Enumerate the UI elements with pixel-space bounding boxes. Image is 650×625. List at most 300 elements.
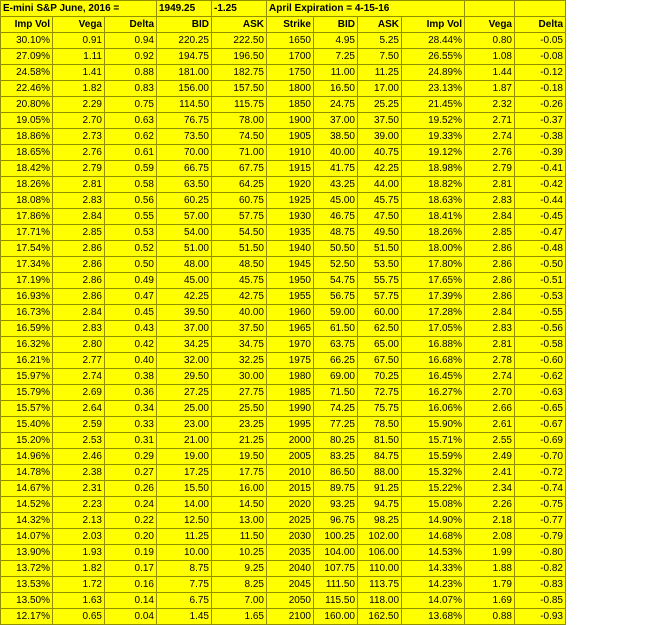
- call-delta-cell[interactable]: 0.40: [105, 353, 157, 369]
- put-imp-vol-cell[interactable]: 18.63%: [402, 193, 465, 209]
- call-bid-cell[interactable]: 7.75: [157, 577, 212, 593]
- put-delta-cell[interactable]: -0.44: [515, 193, 566, 209]
- put-delta-cell[interactable]: -0.67: [515, 417, 566, 433]
- empty-cell[interactable]: [515, 1, 566, 17]
- put-bid-cell[interactable]: 107.75: [314, 561, 358, 577]
- call-ask-cell[interactable]: 23.25: [212, 417, 267, 433]
- header-call-vega[interactable]: Vega: [53, 17, 105, 33]
- call-bid-cell[interactable]: 42.25: [157, 289, 212, 305]
- put-imp-vol-cell[interactable]: 14.53%: [402, 545, 465, 561]
- header-put-imp-vol[interactable]: Imp Vol: [402, 17, 465, 33]
- call-bid-cell[interactable]: 57.00: [157, 209, 212, 225]
- call-ask-cell[interactable]: 60.75: [212, 193, 267, 209]
- put-vega-cell[interactable]: 2.84: [465, 209, 515, 225]
- call-ask-cell[interactable]: 67.75: [212, 161, 267, 177]
- put-imp-vol-cell[interactable]: 17.80%: [402, 257, 465, 273]
- call-imp-vol-cell[interactable]: 13.53%: [1, 577, 53, 593]
- put-ask-cell[interactable]: 70.25: [358, 369, 402, 385]
- put-delta-cell[interactable]: -0.60: [515, 353, 566, 369]
- put-delta-cell[interactable]: -0.79: [515, 529, 566, 545]
- put-vega-cell[interactable]: 2.49: [465, 449, 515, 465]
- put-imp-vol-cell[interactable]: 14.68%: [402, 529, 465, 545]
- call-bid-cell[interactable]: 14.00: [157, 497, 212, 513]
- call-delta-cell[interactable]: 0.88: [105, 65, 157, 81]
- put-ask-cell[interactable]: 162.50: [358, 609, 402, 625]
- put-vega-cell[interactable]: 2.86: [465, 241, 515, 257]
- put-vega-cell[interactable]: 1.88: [465, 561, 515, 577]
- call-vega-cell[interactable]: 1.93: [53, 545, 105, 561]
- put-delta-cell[interactable]: -0.85: [515, 593, 566, 609]
- put-delta-cell[interactable]: -0.62: [515, 369, 566, 385]
- call-bid-cell[interactable]: 21.00: [157, 433, 212, 449]
- put-ask-cell[interactable]: 42.25: [358, 161, 402, 177]
- put-ask-cell[interactable]: 65.00: [358, 337, 402, 353]
- call-ask-cell[interactable]: 25.50: [212, 401, 267, 417]
- put-bid-cell[interactable]: 56.75: [314, 289, 358, 305]
- put-ask-cell[interactable]: 75.75: [358, 401, 402, 417]
- call-imp-vol-cell[interactable]: 15.79%: [1, 385, 53, 401]
- contract-title-cell[interactable]: E-mini S&P June, 2016 =: [1, 1, 157, 17]
- call-ask-cell[interactable]: 32.25: [212, 353, 267, 369]
- put-delta-cell[interactable]: -0.75: [515, 497, 566, 513]
- put-ask-cell[interactable]: 40.75: [358, 145, 402, 161]
- put-imp-vol-cell[interactable]: 16.68%: [402, 353, 465, 369]
- call-bid-cell[interactable]: 220.25: [157, 33, 212, 49]
- call-imp-vol-cell[interactable]: 15.97%: [1, 369, 53, 385]
- call-ask-cell[interactable]: 8.25: [212, 577, 267, 593]
- call-imp-vol-cell[interactable]: 16.59%: [1, 321, 53, 337]
- header-call-delta[interactable]: Delta: [105, 17, 157, 33]
- call-vega-cell[interactable]: 1.82: [53, 81, 105, 97]
- call-imp-vol-cell[interactable]: 13.72%: [1, 561, 53, 577]
- call-delta-cell[interactable]: 0.94: [105, 33, 157, 49]
- put-delta-cell[interactable]: -0.37: [515, 113, 566, 129]
- call-vega-cell[interactable]: 1.11: [53, 49, 105, 65]
- call-vega-cell[interactable]: 2.86: [53, 241, 105, 257]
- put-imp-vol-cell[interactable]: 24.89%: [402, 65, 465, 81]
- strike-cell[interactable]: 1940: [267, 241, 314, 257]
- call-delta-cell[interactable]: 0.22: [105, 513, 157, 529]
- put-delta-cell[interactable]: -0.42: [515, 177, 566, 193]
- put-bid-cell[interactable]: 45.00: [314, 193, 358, 209]
- put-delta-cell[interactable]: -0.93: [515, 609, 566, 625]
- call-imp-vol-cell[interactable]: 19.05%: [1, 113, 53, 129]
- call-bid-cell[interactable]: 156.00: [157, 81, 212, 97]
- strike-cell[interactable]: 2020: [267, 497, 314, 513]
- put-imp-vol-cell[interactable]: 18.82%: [402, 177, 465, 193]
- put-imp-vol-cell[interactable]: 15.22%: [402, 481, 465, 497]
- futures-price-cell[interactable]: 1949.25: [157, 1, 212, 17]
- put-ask-cell[interactable]: 113.75: [358, 577, 402, 593]
- put-delta-cell[interactable]: -0.18: [515, 81, 566, 97]
- call-vega-cell[interactable]: 1.63: [53, 593, 105, 609]
- call-bid-cell[interactable]: 17.25: [157, 465, 212, 481]
- call-bid-cell[interactable]: 34.25: [157, 337, 212, 353]
- strike-cell[interactable]: 2000: [267, 433, 314, 449]
- call-vega-cell[interactable]: 2.85: [53, 225, 105, 241]
- put-delta-cell[interactable]: -0.38: [515, 129, 566, 145]
- put-delta-cell[interactable]: -0.58: [515, 337, 566, 353]
- strike-cell[interactable]: 2100: [267, 609, 314, 625]
- put-vega-cell[interactable]: 2.81: [465, 337, 515, 353]
- call-ask-cell[interactable]: 37.50: [212, 321, 267, 337]
- strike-cell[interactable]: 1920: [267, 177, 314, 193]
- put-vega-cell[interactable]: 2.83: [465, 193, 515, 209]
- strike-cell[interactable]: 2010: [267, 465, 314, 481]
- strike-cell[interactable]: 2040: [267, 561, 314, 577]
- call-vega-cell[interactable]: 2.31: [53, 481, 105, 497]
- put-bid-cell[interactable]: 71.50: [314, 385, 358, 401]
- call-delta-cell[interactable]: 0.26: [105, 481, 157, 497]
- put-bid-cell[interactable]: 89.75: [314, 481, 358, 497]
- call-vega-cell[interactable]: 2.83: [53, 193, 105, 209]
- call-vega-cell[interactable]: 2.86: [53, 289, 105, 305]
- call-imp-vol-cell[interactable]: 16.73%: [1, 305, 53, 321]
- call-imp-vol-cell[interactable]: 17.86%: [1, 209, 53, 225]
- strike-cell[interactable]: 1990: [267, 401, 314, 417]
- put-vega-cell[interactable]: 2.81: [465, 177, 515, 193]
- call-vega-cell[interactable]: 2.86: [53, 273, 105, 289]
- strike-cell[interactable]: 1910: [267, 145, 314, 161]
- call-bid-cell[interactable]: 23.00: [157, 417, 212, 433]
- call-vega-cell[interactable]: 2.53: [53, 433, 105, 449]
- call-bid-cell[interactable]: 51.00: [157, 241, 212, 257]
- call-delta-cell[interactable]: 0.29: [105, 449, 157, 465]
- call-delta-cell[interactable]: 0.53: [105, 225, 157, 241]
- strike-cell[interactable]: 1975: [267, 353, 314, 369]
- call-bid-cell[interactable]: 48.00: [157, 257, 212, 273]
- put-imp-vol-cell[interactable]: 19.12%: [402, 145, 465, 161]
- call-vega-cell[interactable]: 2.84: [53, 305, 105, 321]
- call-vega-cell[interactable]: 2.83: [53, 321, 105, 337]
- put-bid-cell[interactable]: 160.00: [314, 609, 358, 625]
- put-delta-cell[interactable]: -0.48: [515, 241, 566, 257]
- price-change-cell[interactable]: -1.25: [212, 1, 267, 17]
- put-imp-vol-cell[interactable]: 23.13%: [402, 81, 465, 97]
- put-ask-cell[interactable]: 106.00: [358, 545, 402, 561]
- put-ask-cell[interactable]: 39.00: [358, 129, 402, 145]
- put-bid-cell[interactable]: 40.00: [314, 145, 358, 161]
- put-ask-cell[interactable]: 67.50: [358, 353, 402, 369]
- header-call-imp-vol[interactable]: Imp Vol: [1, 17, 53, 33]
- call-bid-cell[interactable]: 27.25: [157, 385, 212, 401]
- put-vega-cell[interactable]: 2.08: [465, 529, 515, 545]
- call-bid-cell[interactable]: 6.75: [157, 593, 212, 609]
- put-imp-vol-cell[interactable]: 21.45%: [402, 97, 465, 113]
- strike-cell[interactable]: 2025: [267, 513, 314, 529]
- put-imp-vol-cell[interactable]: 15.59%: [402, 449, 465, 465]
- call-ask-cell[interactable]: 71.00: [212, 145, 267, 161]
- strike-cell[interactable]: 2050: [267, 593, 314, 609]
- put-ask-cell[interactable]: 81.50: [358, 433, 402, 449]
- call-ask-cell[interactable]: 1.65: [212, 609, 267, 625]
- put-delta-cell[interactable]: -0.69: [515, 433, 566, 449]
- call-imp-vol-cell[interactable]: 13.50%: [1, 593, 53, 609]
- call-bid-cell[interactable]: 114.50: [157, 97, 212, 113]
- put-vega-cell[interactable]: 2.86: [465, 257, 515, 273]
- call-vega-cell[interactable]: 2.59: [53, 417, 105, 433]
- call-ask-cell[interactable]: 196.50: [212, 49, 267, 65]
- call-delta-cell[interactable]: 0.17: [105, 561, 157, 577]
- put-ask-cell[interactable]: 5.25: [358, 33, 402, 49]
- call-ask-cell[interactable]: 10.25: [212, 545, 267, 561]
- call-vega-cell[interactable]: 2.64: [53, 401, 105, 417]
- put-bid-cell[interactable]: 83.25: [314, 449, 358, 465]
- put-bid-cell[interactable]: 66.25: [314, 353, 358, 369]
- strike-cell[interactable]: 1750: [267, 65, 314, 81]
- call-delta-cell[interactable]: 0.34: [105, 401, 157, 417]
- call-imp-vol-cell[interactable]: 16.93%: [1, 289, 53, 305]
- put-imp-vol-cell[interactable]: 16.88%: [402, 337, 465, 353]
- header-put-ask[interactable]: ASK: [358, 17, 402, 33]
- put-delta-cell[interactable]: -0.41: [515, 161, 566, 177]
- header-call-ask[interactable]: ASK: [212, 17, 267, 33]
- put-vega-cell[interactable]: 2.34: [465, 481, 515, 497]
- put-bid-cell[interactable]: 52.50: [314, 257, 358, 273]
- call-ask-cell[interactable]: 222.50: [212, 33, 267, 49]
- call-vega-cell[interactable]: 2.76: [53, 145, 105, 161]
- put-imp-vol-cell[interactable]: 17.39%: [402, 289, 465, 305]
- put-imp-vol-cell[interactable]: 14.07%: [402, 593, 465, 609]
- strike-cell[interactable]: 1945: [267, 257, 314, 273]
- put-delta-cell[interactable]: -0.05: [515, 33, 566, 49]
- call-vega-cell[interactable]: 1.82: [53, 561, 105, 577]
- put-delta-cell[interactable]: -0.83: [515, 577, 566, 593]
- call-delta-cell[interactable]: 0.58: [105, 177, 157, 193]
- call-ask-cell[interactable]: 11.50: [212, 529, 267, 545]
- call-vega-cell[interactable]: 2.73: [53, 129, 105, 145]
- put-bid-cell[interactable]: 59.00: [314, 305, 358, 321]
- put-ask-cell[interactable]: 37.50: [358, 113, 402, 129]
- put-vega-cell[interactable]: 2.26: [465, 497, 515, 513]
- put-bid-cell[interactable]: 80.25: [314, 433, 358, 449]
- put-delta-cell[interactable]: -0.39: [515, 145, 566, 161]
- put-vega-cell[interactable]: 2.85: [465, 225, 515, 241]
- call-delta-cell[interactable]: 0.20: [105, 529, 157, 545]
- call-vega-cell[interactable]: 2.77: [53, 353, 105, 369]
- strike-cell[interactable]: 1800: [267, 81, 314, 97]
- call-bid-cell[interactable]: 181.00: [157, 65, 212, 81]
- call-vega-cell[interactable]: 2.46: [53, 449, 105, 465]
- put-imp-vol-cell[interactable]: 26.55%: [402, 49, 465, 65]
- put-ask-cell[interactable]: 72.75: [358, 385, 402, 401]
- put-vega-cell[interactable]: 2.74: [465, 369, 515, 385]
- call-delta-cell[interactable]: 0.24: [105, 497, 157, 513]
- call-imp-vol-cell[interactable]: 24.58%: [1, 65, 53, 81]
- call-imp-vol-cell[interactable]: 18.08%: [1, 193, 53, 209]
- call-delta-cell[interactable]: 0.92: [105, 49, 157, 65]
- call-delta-cell[interactable]: 0.62: [105, 129, 157, 145]
- strike-cell[interactable]: 2035: [267, 545, 314, 561]
- put-ask-cell[interactable]: 53.50: [358, 257, 402, 273]
- strike-cell[interactable]: 1930: [267, 209, 314, 225]
- call-vega-cell[interactable]: 2.69: [53, 385, 105, 401]
- call-delta-cell[interactable]: 0.38: [105, 369, 157, 385]
- strike-cell[interactable]: 1650: [267, 33, 314, 49]
- put-delta-cell[interactable]: -0.55: [515, 305, 566, 321]
- call-bid-cell[interactable]: 39.50: [157, 305, 212, 321]
- put-vega-cell[interactable]: 2.78: [465, 353, 515, 369]
- put-ask-cell[interactable]: 78.50: [358, 417, 402, 433]
- call-imp-vol-cell[interactable]: 18.42%: [1, 161, 53, 177]
- put-ask-cell[interactable]: 49.50: [358, 225, 402, 241]
- call-delta-cell[interactable]: 0.47: [105, 289, 157, 305]
- call-delta-cell[interactable]: 0.52: [105, 241, 157, 257]
- put-vega-cell[interactable]: 2.83: [465, 321, 515, 337]
- put-ask-cell[interactable]: 25.25: [358, 97, 402, 113]
- put-vega-cell[interactable]: 2.76: [465, 145, 515, 161]
- call-delta-cell[interactable]: 0.59: [105, 161, 157, 177]
- put-bid-cell[interactable]: 77.25: [314, 417, 358, 433]
- put-ask-cell[interactable]: 88.00: [358, 465, 402, 481]
- put-bid-cell[interactable]: 54.75: [314, 273, 358, 289]
- strike-cell[interactable]: 1935: [267, 225, 314, 241]
- put-delta-cell[interactable]: -0.72: [515, 465, 566, 481]
- call-imp-vol-cell[interactable]: 13.90%: [1, 545, 53, 561]
- call-vega-cell[interactable]: 2.81: [53, 177, 105, 193]
- strike-cell[interactable]: 1960: [267, 305, 314, 321]
- call-vega-cell[interactable]: 2.86: [53, 257, 105, 273]
- put-imp-vol-cell[interactable]: 18.41%: [402, 209, 465, 225]
- put-delta-cell[interactable]: -0.12: [515, 65, 566, 81]
- put-delta-cell[interactable]: -0.80: [515, 545, 566, 561]
- call-imp-vol-cell[interactable]: 18.26%: [1, 177, 53, 193]
- call-delta-cell[interactable]: 0.75: [105, 97, 157, 113]
- call-vega-cell[interactable]: 2.03: [53, 529, 105, 545]
- put-imp-vol-cell[interactable]: 16.45%: [402, 369, 465, 385]
- call-bid-cell[interactable]: 25.00: [157, 401, 212, 417]
- put-ask-cell[interactable]: 110.00: [358, 561, 402, 577]
- call-vega-cell[interactable]: 2.38: [53, 465, 105, 481]
- strike-cell[interactable]: 2045: [267, 577, 314, 593]
- strike-cell[interactable]: 1925: [267, 193, 314, 209]
- put-vega-cell[interactable]: 0.80: [465, 33, 515, 49]
- call-delta-cell[interactable]: 0.36: [105, 385, 157, 401]
- put-bid-cell[interactable]: 46.75: [314, 209, 358, 225]
- call-bid-cell[interactable]: 194.75: [157, 49, 212, 65]
- put-ask-cell[interactable]: 94.75: [358, 497, 402, 513]
- call-bid-cell[interactable]: 54.00: [157, 225, 212, 241]
- put-ask-cell[interactable]: 17.00: [358, 81, 402, 97]
- put-bid-cell[interactable]: 41.75: [314, 161, 358, 177]
- call-bid-cell[interactable]: 15.50: [157, 481, 212, 497]
- call-imp-vol-cell[interactable]: 27.09%: [1, 49, 53, 65]
- call-vega-cell[interactable]: 2.80: [53, 337, 105, 353]
- call-ask-cell[interactable]: 182.75: [212, 65, 267, 81]
- call-ask-cell[interactable]: 16.00: [212, 481, 267, 497]
- strike-cell[interactable]: 1700: [267, 49, 314, 65]
- call-bid-cell[interactable]: 29.50: [157, 369, 212, 385]
- call-ask-cell[interactable]: 34.75: [212, 337, 267, 353]
- call-imp-vol-cell[interactable]: 14.78%: [1, 465, 53, 481]
- put-vega-cell[interactable]: 1.08: [465, 49, 515, 65]
- call-bid-cell[interactable]: 8.75: [157, 561, 212, 577]
- call-vega-cell[interactable]: 1.41: [53, 65, 105, 81]
- call-imp-vol-cell[interactable]: 30.10%: [1, 33, 53, 49]
- put-imp-vol-cell[interactable]: 13.68%: [402, 609, 465, 625]
- call-bid-cell[interactable]: 37.00: [157, 321, 212, 337]
- put-vega-cell[interactable]: 2.18: [465, 513, 515, 529]
- strike-cell[interactable]: 1965: [267, 321, 314, 337]
- put-delta-cell[interactable]: -0.08: [515, 49, 566, 65]
- call-vega-cell[interactable]: 2.79: [53, 161, 105, 177]
- put-bid-cell[interactable]: 24.75: [314, 97, 358, 113]
- call-bid-cell[interactable]: 60.25: [157, 193, 212, 209]
- call-bid-cell[interactable]: 66.75: [157, 161, 212, 177]
- call-ask-cell[interactable]: 17.75: [212, 465, 267, 481]
- call-bid-cell[interactable]: 10.00: [157, 545, 212, 561]
- put-imp-vol-cell[interactable]: 17.65%: [402, 273, 465, 289]
- call-vega-cell[interactable]: 1.72: [53, 577, 105, 593]
- put-bid-cell[interactable]: 111.50: [314, 577, 358, 593]
- strike-cell[interactable]: 1950: [267, 273, 314, 289]
- put-bid-cell[interactable]: 43.25: [314, 177, 358, 193]
- put-bid-cell[interactable]: 96.75: [314, 513, 358, 529]
- put-vega-cell[interactable]: 2.86: [465, 289, 515, 305]
- put-imp-vol-cell[interactable]: 15.90%: [402, 417, 465, 433]
- call-ask-cell[interactable]: 57.75: [212, 209, 267, 225]
- put-imp-vol-cell[interactable]: 14.23%: [402, 577, 465, 593]
- call-bid-cell[interactable]: 12.50: [157, 513, 212, 529]
- call-imp-vol-cell[interactable]: 17.71%: [1, 225, 53, 241]
- call-ask-cell[interactable]: 78.00: [212, 113, 267, 129]
- put-delta-cell[interactable]: -0.47: [515, 225, 566, 241]
- put-vega-cell[interactable]: 2.84: [465, 305, 515, 321]
- call-imp-vol-cell[interactable]: 15.20%: [1, 433, 53, 449]
- put-vega-cell[interactable]: 2.32: [465, 97, 515, 113]
- call-delta-cell[interactable]: 0.14: [105, 593, 157, 609]
- put-bid-cell[interactable]: 93.25: [314, 497, 358, 513]
- put-ask-cell[interactable]: 118.00: [358, 593, 402, 609]
- put-ask-cell[interactable]: 7.50: [358, 49, 402, 65]
- put-ask-cell[interactable]: 102.00: [358, 529, 402, 545]
- put-ask-cell[interactable]: 60.00: [358, 305, 402, 321]
- put-bid-cell[interactable]: 63.75: [314, 337, 358, 353]
- call-ask-cell[interactable]: 157.50: [212, 81, 267, 97]
- call-ask-cell[interactable]: 51.50: [212, 241, 267, 257]
- call-ask-cell[interactable]: 14.50: [212, 497, 267, 513]
- put-delta-cell[interactable]: -0.53: [515, 289, 566, 305]
- put-imp-vol-cell[interactable]: 15.08%: [402, 497, 465, 513]
- call-imp-vol-cell[interactable]: 14.67%: [1, 481, 53, 497]
- call-vega-cell[interactable]: 2.13: [53, 513, 105, 529]
- call-delta-cell[interactable]: 0.43: [105, 321, 157, 337]
- put-imp-vol-cell[interactable]: 19.52%: [402, 113, 465, 129]
- put-vega-cell[interactable]: 2.61: [465, 417, 515, 433]
- call-imp-vol-cell[interactable]: 22.46%: [1, 81, 53, 97]
- strike-cell[interactable]: 1970: [267, 337, 314, 353]
- header-strike[interactable]: Strike: [267, 17, 314, 33]
- strike-cell[interactable]: 1900: [267, 113, 314, 129]
- call-vega-cell[interactable]: 2.74: [53, 369, 105, 385]
- call-imp-vol-cell[interactable]: 14.52%: [1, 497, 53, 513]
- put-delta-cell[interactable]: -0.56: [515, 321, 566, 337]
- put-imp-vol-cell[interactable]: 18.00%: [402, 241, 465, 257]
- call-bid-cell[interactable]: 45.00: [157, 273, 212, 289]
- put-vega-cell[interactable]: 2.70: [465, 385, 515, 401]
- put-delta-cell[interactable]: -0.77: [515, 513, 566, 529]
- call-bid-cell[interactable]: 32.00: [157, 353, 212, 369]
- call-bid-cell[interactable]: 19.00: [157, 449, 212, 465]
- call-imp-vol-cell[interactable]: 17.19%: [1, 273, 53, 289]
- put-imp-vol-cell[interactable]: 15.71%: [402, 433, 465, 449]
- strike-cell[interactable]: 1995: [267, 417, 314, 433]
- call-delta-cell[interactable]: 0.61: [105, 145, 157, 161]
- put-delta-cell[interactable]: -0.65: [515, 401, 566, 417]
- call-vega-cell[interactable]: 2.23: [53, 497, 105, 513]
- put-vega-cell[interactable]: 0.88: [465, 609, 515, 625]
- put-vega-cell[interactable]: 2.41: [465, 465, 515, 481]
